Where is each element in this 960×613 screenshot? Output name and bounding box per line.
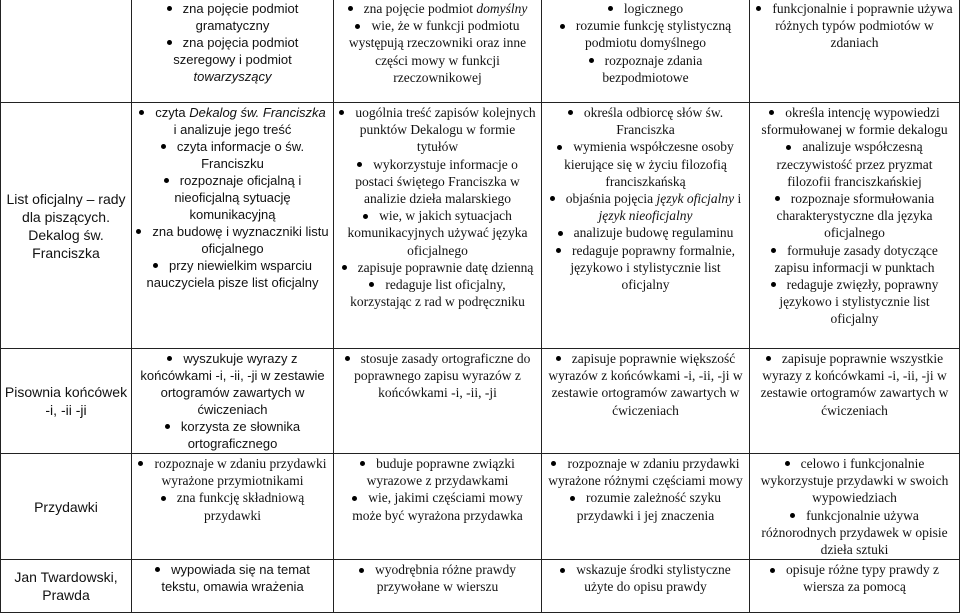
bullet-icon — [164, 178, 169, 183]
item-text: i analizuje jego treść — [173, 122, 292, 137]
requirement-list — [754, 455, 955, 558]
emphasis-text: towarzyszący — [193, 69, 272, 84]
list-item — [338, 455, 537, 489]
bullet-icon — [161, 496, 166, 501]
requirement-list — [546, 455, 745, 524]
list-item — [546, 489, 745, 523]
list-item — [546, 242, 745, 294]
list-item — [754, 507, 955, 559]
list-item — [136, 0, 329, 34]
item-text: przy niewielkim wsparciu nauczyciela pisze list oficjalny — [146, 258, 319, 290]
requirement-cell-level4 — [750, 454, 960, 560]
bullet-icon — [165, 424, 170, 429]
list-item — [754, 350, 955, 419]
bullet-icon — [363, 214, 368, 219]
table-row — [1, 349, 960, 454]
list-item — [754, 0, 955, 52]
bullet-icon — [560, 568, 565, 573]
requirement-list — [338, 350, 537, 402]
emphasis-text: domyślny — [476, 1, 528, 16]
list-item — [754, 561, 955, 595]
item-text: funkcjonalnie używa różnorodnych przydawek w opisie dzieła sztuki — [761, 507, 948, 558]
list-item — [136, 418, 329, 452]
item-text: celowo i funkcjonalnie wykorzystuje przydawki w swoich wypowiedziach — [760, 456, 949, 506]
item-text: uogólnia treść zapisów kolejnych punktów Dekalogu w formie tytułów — [355, 105, 536, 155]
item-text: wskazuje środki stylistyczne użyte do opisu prawdy — [576, 562, 731, 595]
bullet-icon — [770, 568, 775, 573]
bullet-icon — [342, 265, 347, 270]
item-text: opisuje różne typy prawdy z wiersza za pomocą — [786, 562, 939, 595]
requirement-list — [754, 561, 955, 595]
list-item — [754, 276, 955, 328]
requirement-cell-level3 — [542, 349, 750, 454]
emphasis-text: język nieoficjalny — [598, 208, 693, 224]
requirement-list — [754, 104, 955, 328]
requirement-list — [136, 104, 329, 291]
item-text: zna funkcję składniową przydawki — [176, 490, 305, 523]
requirement-cell-level3 — [542, 454, 750, 560]
bullet-icon — [167, 40, 172, 45]
item-text: redaguje list oficjalny, korzystając z rad w podręczniku — [350, 277, 525, 310]
bullet-icon — [161, 144, 166, 149]
item-text: zapisuje poprawnie wszystkie wyrazy z końcówkami -i, -ii, -ji w zestawie ortogramów zawartych w ćwiczeniach — [760, 351, 949, 418]
list-item — [546, 104, 745, 138]
bullet-icon — [167, 356, 172, 361]
bullet-icon — [557, 145, 562, 150]
requirement-cell-level1 — [132, 349, 334, 454]
requirement-cell-level3 — [542, 103, 750, 349]
requirement-cell-level4 — [750, 349, 960, 454]
item-text: wykorzystuje informacje o postaci świętego Franciszka w analizie dzieła malarskiego — [355, 156, 520, 207]
requirement-list — [136, 561, 329, 595]
item-text: rozumie funkcję stylistyczną podmiotu domyślnego — [575, 18, 732, 51]
requirement-list — [338, 0, 537, 86]
topic-cell — [1, 103, 132, 349]
bullet-icon — [138, 461, 143, 466]
item-text: stosuje zasady ortograficzne do poprawnego zapisu wyrazów z końcówkami -i, -ii, -ji — [354, 351, 531, 401]
item-text: wie, że w funkcji podmiotu występują rzeczowniki oraz inne części mowy w funkcji rzeczownikowej — [348, 18, 527, 85]
bullet-icon — [355, 24, 360, 29]
list-item — [136, 104, 329, 138]
list-item — [754, 455, 955, 507]
list-item — [546, 350, 745, 419]
list-item — [338, 489, 537, 523]
item-text: redaguje zwięzły, poprawny językowo i stylistycznie list oficjalny — [779, 277, 939, 327]
list-item — [136, 138, 329, 172]
list-item — [338, 104, 537, 156]
bullet-icon — [136, 229, 141, 234]
topic-title: List oficjalny – rady dla piszących. Dekalog św. Franciszka — [6, 190, 126, 261]
bullet-icon — [345, 356, 350, 361]
requirement-cell-level1 — [132, 103, 334, 349]
bullet-icon — [339, 110, 344, 115]
item-text: zapisuje poprawnie datę dzienną — [357, 259, 534, 275]
bullet-icon — [775, 196, 780, 201]
item-text: wie, jakimi częściami mowy może być wyrażona przydawka — [352, 490, 523, 523]
requirement-cell-level2 — [334, 349, 542, 454]
bullet-icon — [771, 248, 776, 253]
list-item — [338, 561, 537, 595]
list-item — [338, 156, 537, 208]
item-text: rozpoznaje oficjalną i nieoficjalną sytuację komunikacyjną — [174, 173, 302, 222]
item-text: wyodrębnia różne prawdy przywołane w wierszu — [375, 562, 516, 595]
list-item — [338, 207, 537, 259]
list-item — [136, 350, 329, 418]
item-text: funkcjonalnie i poprawnie używa różnych typów podmiotów w zdaniach — [772, 1, 953, 51]
bullet-icon — [359, 568, 364, 573]
item-text: formułuje zasady dotyczące zapisu informacji w punktach — [774, 242, 938, 275]
bullet-icon — [771, 282, 776, 287]
bullet-icon — [153, 263, 158, 268]
emphasis-text: język oficjalny — [656, 191, 735, 207]
list-item — [546, 561, 745, 595]
item-text: korzysta ze słownika ortograficznego — [180, 419, 301, 451]
item-text: zna pojęcia podmiot szeregowy i podmiot — [173, 35, 299, 67]
bullet-icon — [139, 110, 144, 115]
topic-cell — [1, 0, 132, 103]
bullet-icon — [167, 6, 172, 11]
bullet-icon — [348, 6, 353, 11]
list-item — [754, 242, 955, 276]
requirement-list — [546, 561, 745, 595]
requirement-list — [136, 350, 329, 452]
bullet-icon — [790, 513, 795, 518]
list-item — [338, 17, 537, 86]
requirement-list — [136, 455, 329, 524]
item-text: określa intencję wypowiedzi sformułowanej w formie dekalogu — [761, 105, 948, 138]
bullet-icon — [550, 196, 555, 201]
bullet-icon — [568, 110, 573, 115]
item-text: czyta informacje o św. Franciszku — [176, 139, 305, 171]
bullet-icon — [570, 496, 575, 501]
topic-title: Przydawki — [34, 498, 98, 515]
bullet-icon — [589, 58, 594, 63]
table-row — [1, 0, 960, 103]
item-text: rozumie zależność szyku przydawki i jej znaczenia — [576, 490, 721, 523]
item-text: rozpoznaje zdania bezpodmiotowe — [602, 52, 703, 85]
list-item — [338, 350, 537, 402]
bullet-icon — [556, 248, 561, 253]
item-text: rozpoznaje sformułowania charakterystyczne dla języka oficjalnego — [776, 191, 935, 241]
bullet-icon — [352, 496, 357, 501]
item-text: analizuje współczesną rzeczywistość przez pryzmat filozofii franciszkańskiej — [776, 139, 933, 189]
emphasis-text: Dekalog św. Franciszka — [189, 105, 326, 120]
requirement-list — [338, 104, 537, 310]
item-text: wie, w jakich sytuacjach komunikacyjnych używać języka oficjalnego — [347, 208, 528, 258]
bullet-icon — [155, 567, 160, 572]
table-row — [1, 454, 960, 560]
list-item — [136, 34, 329, 85]
requirement-cell-level2 — [334, 0, 542, 103]
list-item — [754, 104, 955, 138]
list-item — [136, 172, 329, 223]
requirement-list — [136, 0, 329, 85]
topic-title: Jan Twardowski, Prawda — [14, 569, 118, 604]
bullet-icon — [769, 110, 774, 115]
list-item — [136, 561, 329, 595]
bullet-icon — [369, 282, 374, 287]
requirement-list — [546, 350, 745, 419]
item-text: wyszukuje wyrazy z końcówkami -i, -ii, -ji w zestawie ortogramów zawartych w ćwiczeniach — [140, 351, 325, 417]
item-text: buduje poprawne związki wyrazowe z przydawkami — [366, 456, 515, 489]
requirement-cell-level2 — [334, 454, 542, 560]
item-text: wypowiada się na temat tekstu, omawia wrażenia — [161, 562, 310, 595]
item-text: i — [734, 191, 742, 207]
requirement-list — [338, 455, 537, 524]
requirement-cell-level1 — [132, 454, 334, 560]
bullet-icon — [608, 6, 613, 11]
list-item — [546, 52, 745, 86]
item-text: zna pojęcie podmiot — [363, 1, 477, 16]
list-item — [546, 224, 745, 241]
bullet-icon — [551, 461, 556, 466]
table-row — [1, 103, 960, 349]
item-text: zna pojęcie podmiot gramatyczny — [182, 1, 299, 33]
topic-cell — [1, 454, 132, 560]
item-text: rozpoznaje w zdaniu przydawki wyrażone przymiotnikami — [154, 456, 327, 489]
requirement-cell-level2 — [334, 103, 542, 349]
item-text: redaguje poprawny formalnie, językowo i stylistycznie list oficjalny — [570, 242, 736, 293]
requirement-list — [546, 104, 745, 293]
topic-cell — [1, 349, 132, 454]
bullet-icon — [560, 24, 565, 29]
bullet-icon — [766, 356, 771, 361]
list-item — [546, 190, 745, 224]
requirement-list — [546, 0, 745, 86]
bullet-icon — [786, 145, 791, 150]
topic-title: Pisownia końcówek -i, -ii -ji — [4, 384, 128, 418]
item-text: objaśnia pojęcia — [565, 191, 657, 207]
list-item — [546, 455, 745, 489]
bullet-icon — [558, 231, 563, 236]
item-text: logicznego — [623, 1, 684, 16]
list-item — [338, 0, 537, 17]
list-item — [338, 276, 537, 310]
item-text: zna budowę i wyznaczniki listu oficjalnego — [152, 224, 329, 256]
item-text: zapisuje poprawnie większość wyrazów z końcówkami -i, -ii, -ji w zestawie ortogramów zawartych w ćwiczeniach — [548, 351, 743, 418]
list-item — [136, 223, 329, 257]
item-text: czyta — [155, 105, 190, 120]
list-item — [754, 190, 955, 242]
list-item — [546, 17, 745, 51]
list-item — [136, 489, 329, 523]
bullet-icon — [756, 6, 761, 11]
list-item — [136, 455, 329, 489]
bullet-icon — [357, 162, 362, 167]
requirement-cell-level3 — [542, 0, 750, 103]
list-item — [338, 259, 537, 276]
list-item — [136, 257, 329, 291]
list-item — [546, 138, 745, 190]
requirement-cell-level4 — [750, 0, 960, 103]
requirement-list — [754, 350, 955, 419]
list-item — [754, 138, 955, 190]
item-text: rozpoznaje w zdaniu przydawki wyrażone różnymi częściami mowy — [548, 456, 743, 489]
requirement-list — [338, 561, 537, 595]
requirement-cell-level4 — [750, 103, 960, 349]
list-item — [546, 0, 745, 17]
item-text: wymienia współczesne osoby kierujące się w życiu filozofią franciszkańską — [564, 139, 734, 189]
requirement-cell-level1 — [132, 0, 334, 103]
item-text: określa odbiorcę słów św. Franciszka — [583, 105, 724, 138]
bullet-icon — [360, 461, 365, 466]
bullet-icon — [785, 461, 790, 466]
requirement-list — [754, 0, 955, 52]
bullet-icon — [556, 356, 561, 361]
item-text: analizuje budowę regulaminu — [573, 225, 734, 241]
